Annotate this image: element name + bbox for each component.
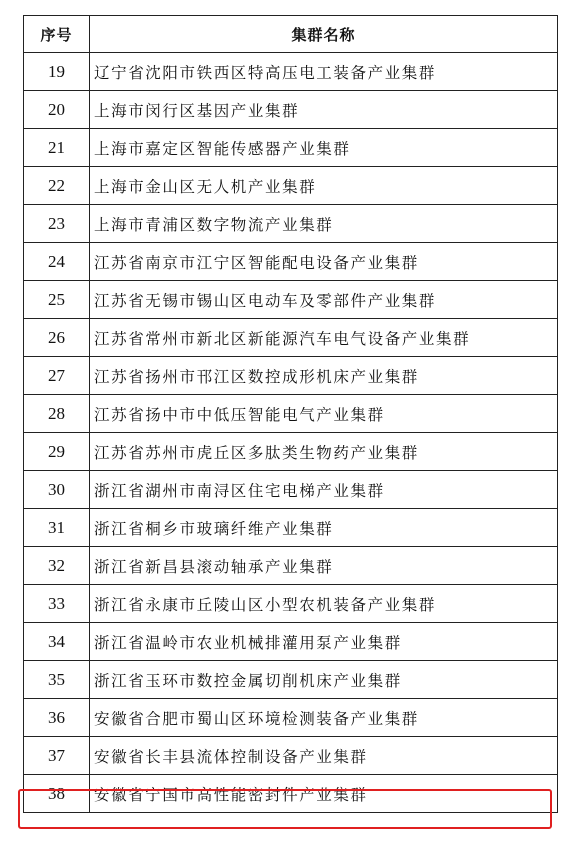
cluster-name: 江苏省无锡市锡山区电动车及零部件产业集群 xyxy=(90,281,558,319)
row-number: 19 xyxy=(24,53,90,91)
cluster-name: 浙江省新昌县滚动轴承产业集群 xyxy=(90,547,558,585)
cluster-name: 江苏省南京市江宁区智能配电设备产业集群 xyxy=(90,243,558,281)
table-row xyxy=(24,547,558,585)
header-name: 集群名称 xyxy=(90,16,558,53)
table-row xyxy=(24,661,558,699)
cluster-name: 安徽省宁国市高性能密封件产业集群 xyxy=(90,775,558,813)
table-row xyxy=(24,357,558,395)
table-row xyxy=(24,395,558,433)
cluster-name: 安徽省长丰县流体控制设备产业集群 xyxy=(90,737,558,775)
header-row xyxy=(24,16,558,53)
table-row xyxy=(24,585,558,623)
table-row xyxy=(24,91,558,129)
row-number: 35 xyxy=(24,661,90,699)
cluster-name: 浙江省湖州市南浔区住宅电梯产业集群 xyxy=(90,471,558,509)
table-row xyxy=(24,699,558,737)
cluster-name: 浙江省玉环市数控金属切削机床产业集群 xyxy=(90,661,558,699)
row-number: 34 xyxy=(24,623,90,661)
table-header xyxy=(24,16,558,53)
table-row xyxy=(24,319,558,357)
table-row xyxy=(24,737,558,775)
cluster-name: 江苏省扬州市邗江区数控成形机床产业集群 xyxy=(90,357,558,395)
cluster-table xyxy=(23,15,558,813)
cluster-name: 上海市嘉定区智能传感器产业集群 xyxy=(90,129,558,167)
row-number: 30 xyxy=(24,471,90,509)
cluster-name: 江苏省扬中市中低压智能电气产业集群 xyxy=(90,395,558,433)
row-number: 24 xyxy=(24,243,90,281)
row-number: 36 xyxy=(24,699,90,737)
table-row xyxy=(24,509,558,547)
row-number: 21 xyxy=(24,129,90,167)
cluster-name: 浙江省温岭市农业机械排灌用泵产业集群 xyxy=(90,623,558,661)
row-number: 29 xyxy=(24,433,90,471)
row-number: 32 xyxy=(24,547,90,585)
row-number: 38 xyxy=(24,775,90,813)
row-number: 22 xyxy=(24,167,90,205)
row-number: 20 xyxy=(24,91,90,129)
row-number: 37 xyxy=(24,737,90,775)
row-number: 33 xyxy=(24,585,90,623)
cluster-name: 上海市金山区无人机产业集群 xyxy=(90,167,558,205)
table-row xyxy=(24,471,558,509)
table-row xyxy=(24,205,558,243)
table-row xyxy=(24,623,558,661)
cluster-name: 安徽省合肥市蜀山区环境检测装备产业集群 xyxy=(90,699,558,737)
row-number: 23 xyxy=(24,205,90,243)
cluster-name: 江苏省常州市新北区新能源汽车电气设备产业集群 xyxy=(90,319,558,357)
cluster-name: 江苏省苏州市虎丘区多肽类生物药产业集群 xyxy=(90,433,558,471)
table-row xyxy=(24,53,558,91)
cluster-name: 浙江省桐乡市玻璃纤维产业集群 xyxy=(90,509,558,547)
row-number: 31 xyxy=(24,509,90,547)
table-row xyxy=(24,167,558,205)
row-number: 26 xyxy=(24,319,90,357)
cluster-name: 上海市青浦区数字物流产业集群 xyxy=(90,205,558,243)
cluster-name: 上海市闵行区基因产业集群 xyxy=(90,91,558,129)
table-body xyxy=(24,53,558,813)
cluster-name: 辽宁省沈阳市铁西区特高压电工装备产业集群 xyxy=(90,53,558,91)
table-row xyxy=(24,281,558,319)
cluster-name: 浙江省永康市丘陵山区小型农机装备产业集群 xyxy=(90,585,558,623)
row-number: 27 xyxy=(24,357,90,395)
row-number: 28 xyxy=(24,395,90,433)
table-row xyxy=(24,129,558,167)
table-row xyxy=(24,775,558,813)
row-number: 25 xyxy=(24,281,90,319)
table-row xyxy=(24,433,558,471)
header-number: 序号 xyxy=(24,16,90,53)
table-row xyxy=(24,243,558,281)
